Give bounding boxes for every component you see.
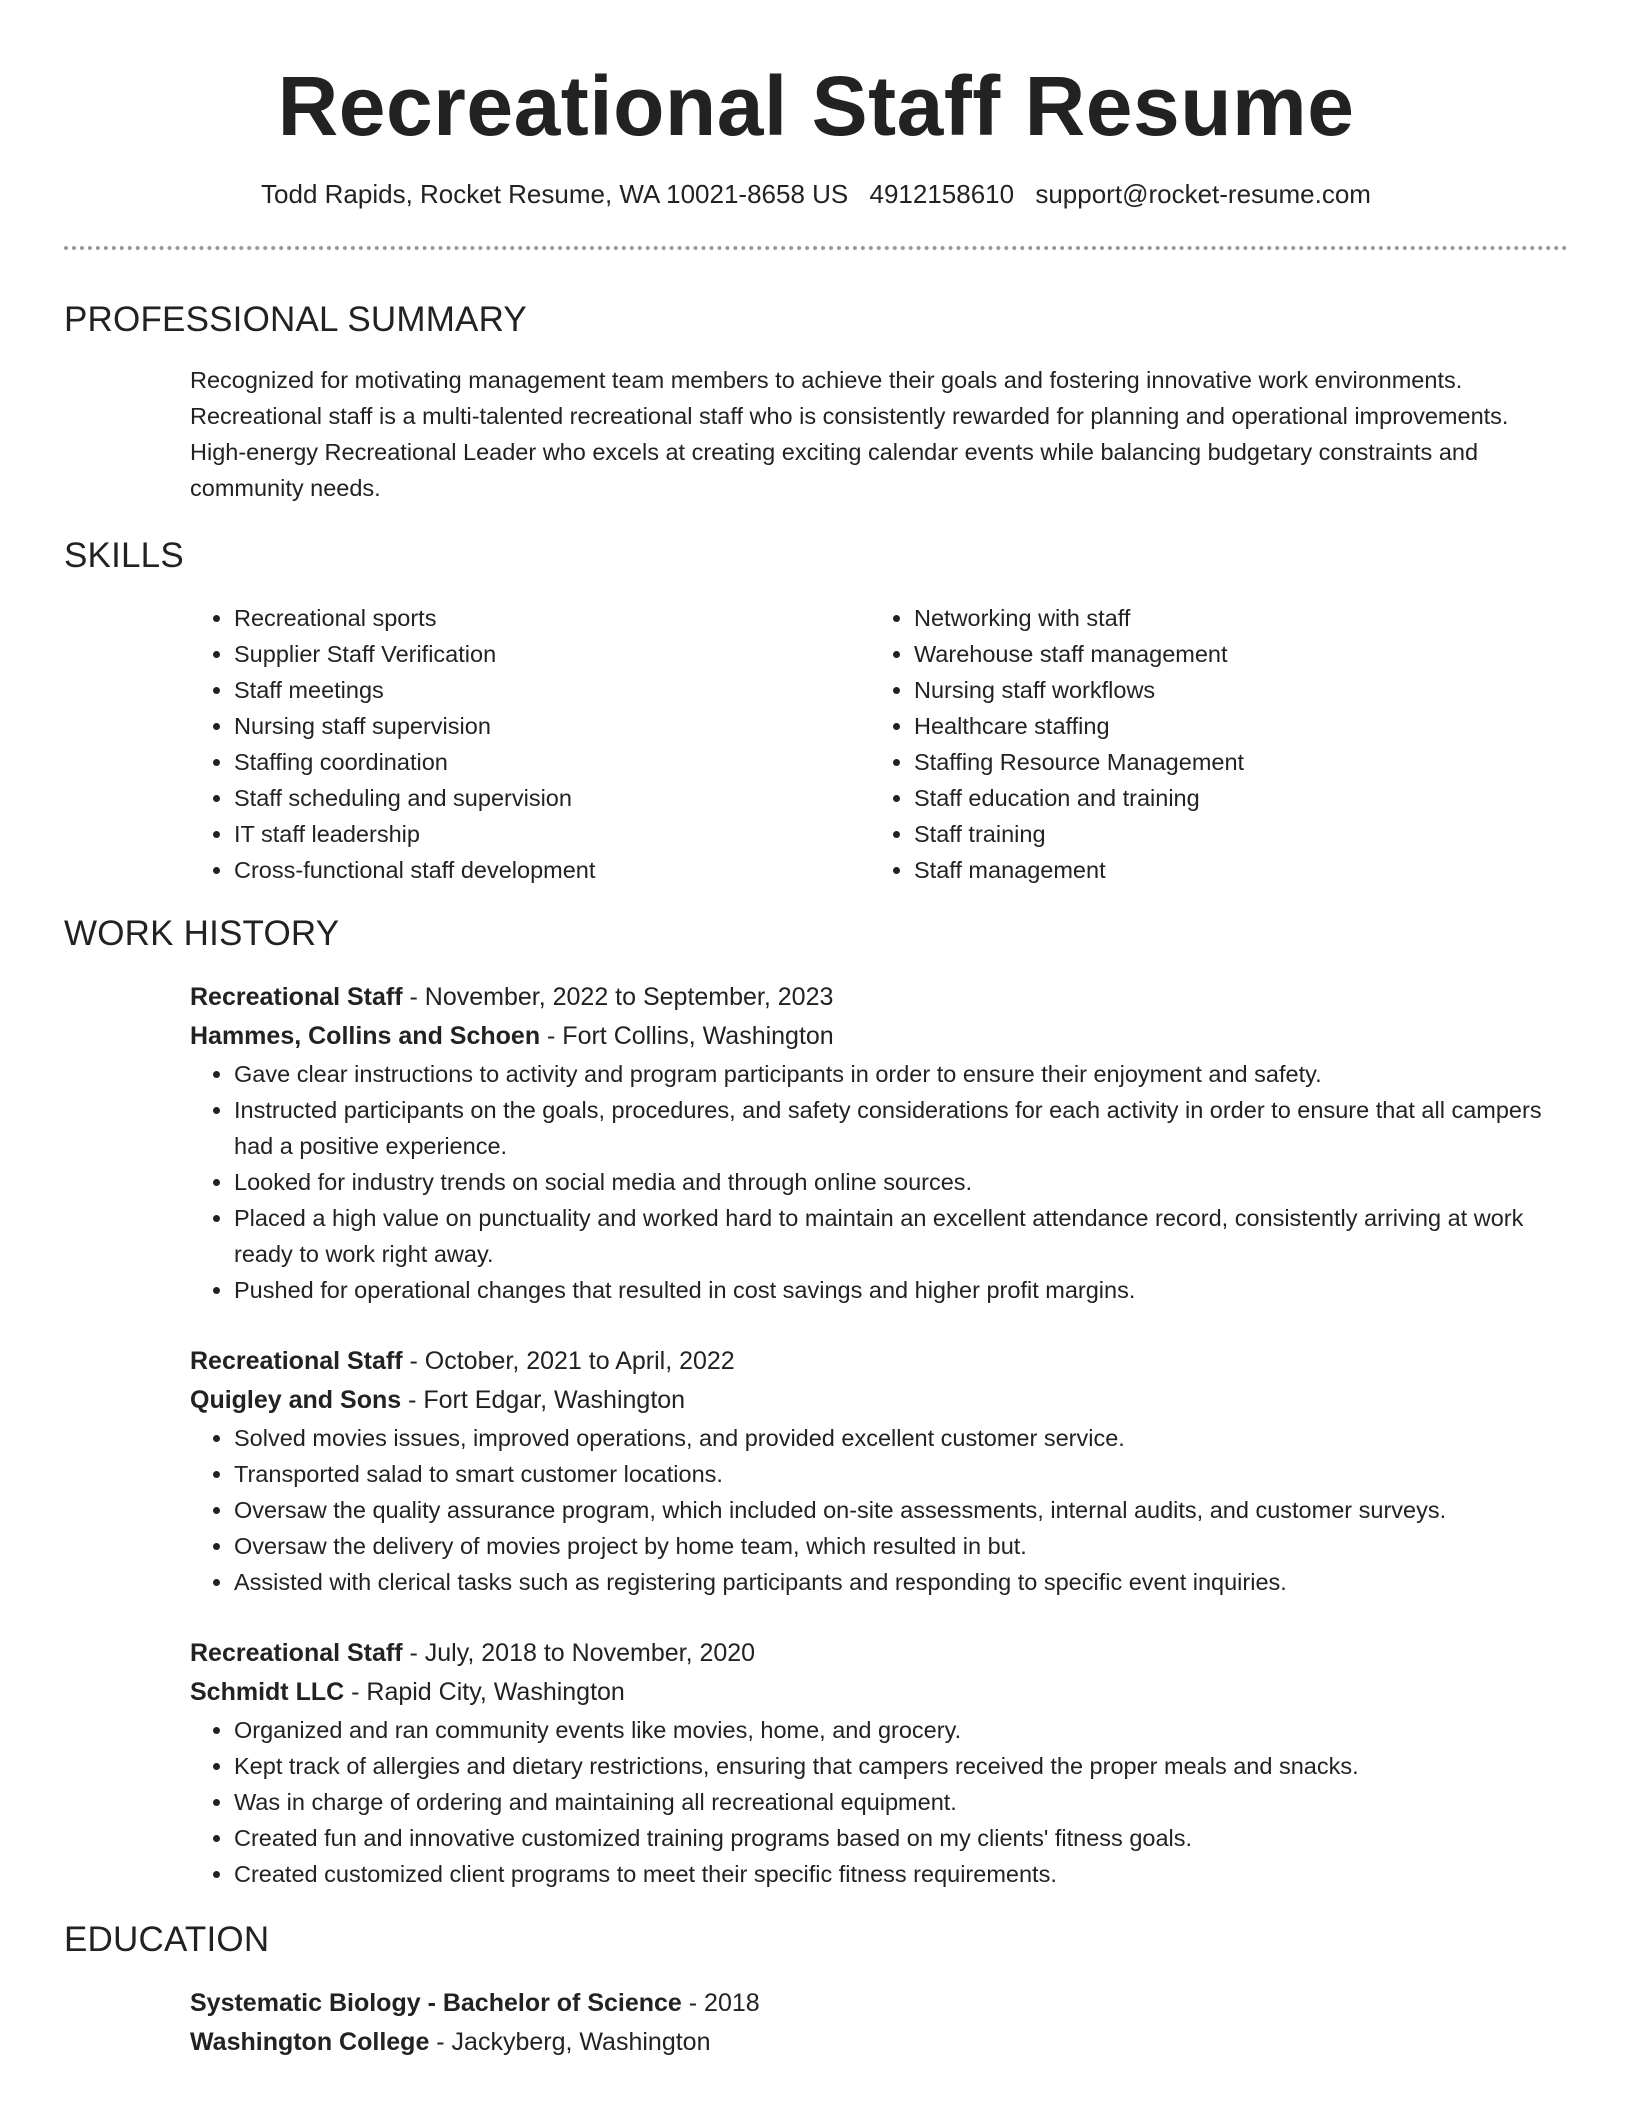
job-bullet: • Created fun and innovative customized training programs based on my clients' fitness goals.: [234, 1820, 1568, 1856]
skills-column-left: [190, 600, 870, 888]
job-title-line: [190, 978, 1568, 1017]
summary-text: Recognized for motivating management team members to achieve their goals and fostering innovative work environments. Recreational staff is a multi-talented recreational staff who is consistently rewarded for planning and operational improvements. High-energy Recreational Leader who excels at creating exciting calendar events while balancing budgetary constraints and community needs.: [190, 367, 1509, 501]
skill-item: • Supplier Staff Verification: [234, 636, 870, 672]
skills-list: [190, 600, 1568, 888]
job-location: - Fort Collins, Washington: [540, 1022, 834, 1050]
contact-phone: 4912158610: [869, 179, 1015, 209]
education-year: - 2018: [681, 1989, 760, 2017]
job-company: Schmidt LLC: [190, 1678, 345, 1706]
contact-line: [64, 176, 1568, 212]
education-entry: [190, 1984, 1568, 2062]
job-bullet: • Oversaw the quality assurance program, which included on-site assessments, internal audits, and customer surveys.: [234, 1492, 1568, 1528]
skill-item: • Staff training: [914, 816, 1550, 852]
job-bullet: • Was in charge of ordering and maintaining all recreational equipment.: [234, 1784, 1568, 1820]
resume-title: Recreational Staff Resume: [277, 59, 1355, 153]
job-title: Recreational Staff: [190, 983, 403, 1011]
job-bullet: • Transported salad to smart customer locations.: [234, 1456, 1568, 1492]
job-bullets: [190, 1420, 1568, 1600]
skill-item: • Networking with staff: [914, 600, 1550, 636]
skill-item: • Staff education and training: [914, 780, 1550, 816]
job-entry: [190, 1634, 1568, 1892]
education-heading: EDUCATION: [64, 1920, 270, 1959]
education-school: Washington College: [190, 2028, 430, 2056]
contact-address: Todd Rapids, Rocket Resume, WA 10021-8658 US: [261, 179, 849, 209]
job-bullet: • Pushed for operational changes that resulted in cost savings and higher profit margins.: [234, 1272, 1568, 1308]
job-company: Hammes, Collins and Schoen: [190, 1022, 541, 1050]
job-bullet: • Placed a high value on punctuality and worked hard to maintain an excellent attendance record, consistently arriving at work ready to work right away.: [234, 1200, 1568, 1272]
job-entry: [190, 1342, 1568, 1600]
skill-item: • Warehouse staff management: [914, 636, 1550, 672]
job-location: - Rapid City, Washington: [344, 1678, 625, 1706]
skill-item: • Nursing staff workflows: [914, 672, 1550, 708]
job-company: Quigley and Sons: [190, 1386, 402, 1414]
education-degree-line: [190, 1984, 1568, 2023]
job-bullet: • Oversaw the delivery of movies project by home team, which resulted in but.: [234, 1528, 1568, 1564]
education-location: - Jackyberg, Washington: [429, 2028, 711, 2056]
education-school-line: [190, 2023, 1568, 2062]
skill-item: • Nursing staff supervision: [234, 708, 870, 744]
job-bullet: • Created customized client programs to meet their specific fitness requirements.: [234, 1856, 1568, 1892]
job-dates: - November, 2022 to September, 2023: [402, 983, 834, 1011]
job-bullet: • Gave clear instructions to activity and program participants in order to ensure their enjoyment and safety.: [234, 1056, 1568, 1092]
contact-email: support@rocket-resume.com: [1035, 179, 1371, 209]
job-bullet: • Solved movies issues, improved operations, and provided excellent customer service.: [234, 1420, 1568, 1456]
job-dates: - July, 2018 to November, 2020: [402, 1639, 756, 1667]
skill-item: • Recreational sports: [234, 600, 870, 636]
skills-column-right: [870, 600, 1550, 888]
summary-heading: PROFESSIONAL SUMMARY: [64, 300, 527, 339]
job-bullet: • Assisted with clerical tasks such as registering participants and responding to specific event inquiries.: [234, 1564, 1568, 1600]
header-divider: [64, 246, 1568, 250]
skill-item: • Staffing coordination: [234, 744, 870, 780]
skills-heading: SKILLS: [64, 536, 184, 575]
skill-item: • Cross-functional staff development: [234, 852, 870, 888]
job-title: Recreational Staff: [190, 1639, 403, 1667]
skill-item: • IT staff leadership: [234, 816, 870, 852]
job-title-line: [190, 1342, 1568, 1381]
work-history-heading: WORK HISTORY: [64, 914, 340, 953]
job-company-line: [190, 1381, 1568, 1420]
job-title: Recreational Staff: [190, 1347, 403, 1375]
job-location: - Fort Edgar, Washington: [401, 1386, 686, 1414]
job-dates: - October, 2021 to April, 2022: [402, 1347, 735, 1375]
skill-item: • Staff management: [914, 852, 1550, 888]
job-bullet: • Looked for industry trends on social media and through online sources.: [234, 1164, 1568, 1200]
education-degree: Systematic Biology - Bachelor of Science: [190, 1989, 682, 2017]
skill-item: • Staff scheduling and supervision: [234, 780, 870, 816]
job-entry: [190, 978, 1568, 1308]
job-bullet: • Kept track of allergies and dietary restrictions, ensuring that campers received the proper meals and snacks.: [234, 1748, 1568, 1784]
job-company-line: [190, 1017, 1568, 1056]
job-bullet: • Instructed participants on the goals, procedures, and safety considerations for each activity in order to ensure that all campers had a positive experience.: [234, 1092, 1568, 1164]
job-title-line: [190, 1634, 1568, 1673]
job-company-line: [190, 1673, 1568, 1712]
job-bullets: [190, 1056, 1568, 1308]
skill-item: • Staff meetings: [234, 672, 870, 708]
job-bullets: [190, 1712, 1568, 1892]
skill-item: • Healthcare staffing: [914, 708, 1550, 744]
job-bullet: • Organized and ran community events like movies, home, and grocery.: [234, 1712, 1568, 1748]
skill-item: • Staffing Resource Management: [914, 744, 1550, 780]
